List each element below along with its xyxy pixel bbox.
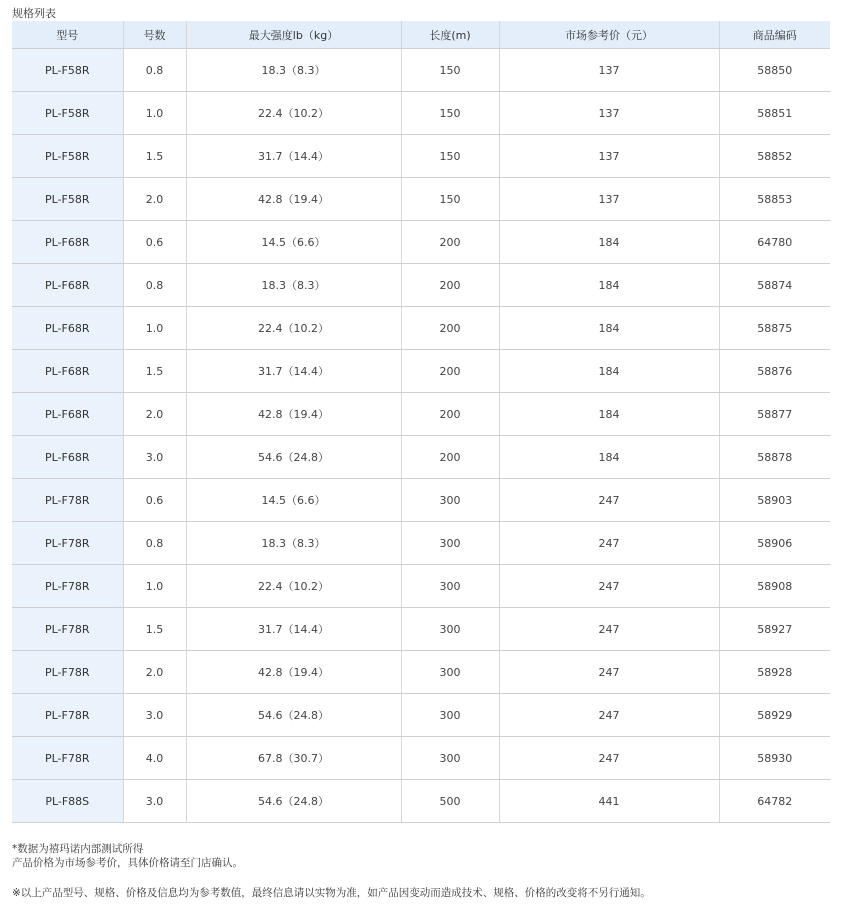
- header-model: 型号: [12, 21, 123, 49]
- cell-length: 500: [401, 780, 499, 823]
- table-row: [12, 522, 830, 565]
- section-title: 规格列表: [12, 7, 56, 20]
- cell-model: PL-F58R: [12, 135, 123, 178]
- cell-max-strength: 18.3（8.3）: [186, 264, 401, 307]
- cell-product-code: 58928: [719, 651, 830, 694]
- table-body: [12, 49, 830, 823]
- table-row: [12, 221, 830, 264]
- header-product-code: 商品编码: [719, 21, 830, 49]
- header-max-strength: 最大强度lb（kg）: [186, 21, 401, 49]
- table-row: [12, 479, 830, 522]
- cell-size: 1.0: [123, 307, 186, 350]
- cell-product-code: 58853: [719, 178, 830, 221]
- cell-length: 150: [401, 92, 499, 135]
- cell-model: PL-F78R: [12, 608, 123, 651]
- cell-size: 3.0: [123, 694, 186, 737]
- cell-price: 247: [499, 608, 719, 651]
- table-row: [12, 694, 830, 737]
- cell-length: 200: [401, 307, 499, 350]
- cell-price: 184: [499, 350, 719, 393]
- cell-product-code: 58878: [719, 436, 830, 479]
- cell-length: 300: [401, 737, 499, 780]
- cell-model: PL-F58R: [12, 92, 123, 135]
- cell-max-strength: 42.8（19.4）: [186, 393, 401, 436]
- footnotes: [12, 842, 651, 900]
- cell-max-strength: 42.8（19.4）: [186, 651, 401, 694]
- spec-section: [12, 6, 830, 823]
- cell-max-strength: 18.3（8.3）: [186, 49, 401, 92]
- cell-product-code: 58927: [719, 608, 830, 651]
- cell-size: 0.6: [123, 221, 186, 264]
- table-row: [12, 264, 830, 307]
- cell-product-code: 58903: [719, 479, 830, 522]
- cell-max-strength: 31.7（14.4）: [186, 135, 401, 178]
- table-row: [12, 307, 830, 350]
- cell-max-strength: 18.3（8.3）: [186, 522, 401, 565]
- table-row: [12, 780, 830, 823]
- cell-length: 200: [401, 350, 499, 393]
- cell-product-code: 58876: [719, 350, 830, 393]
- cell-model: PL-F78R: [12, 479, 123, 522]
- footnote-test-data: *数据为禧玛诺内部测试所得: [12, 843, 144, 855]
- cell-price: 184: [499, 393, 719, 436]
- cell-model: PL-F68R: [12, 221, 123, 264]
- cell-price: 184: [499, 221, 719, 264]
- cell-product-code: 58850: [719, 49, 830, 92]
- cell-price: 184: [499, 436, 719, 479]
- cell-size: 3.0: [123, 436, 186, 479]
- table-row: [12, 178, 830, 221]
- cell-product-code: 58906: [719, 522, 830, 565]
- header-length: 长度(m): [401, 21, 499, 49]
- table-row: [12, 350, 830, 393]
- cell-size: 2.0: [123, 178, 186, 221]
- cell-size: 0.8: [123, 522, 186, 565]
- cell-price: 184: [499, 264, 719, 307]
- table-row: [12, 737, 830, 780]
- cell-size: 2.0: [123, 393, 186, 436]
- header-size: 号数: [123, 21, 186, 49]
- table-row: [12, 651, 830, 694]
- cell-price: 441: [499, 780, 719, 823]
- cell-length: 150: [401, 49, 499, 92]
- cell-size: 0.8: [123, 49, 186, 92]
- cell-length: 300: [401, 522, 499, 565]
- cell-max-strength: 54.6（24.8）: [186, 780, 401, 823]
- table-row: [12, 608, 830, 651]
- cell-max-strength: 22.4（10.2）: [186, 565, 401, 608]
- cell-price: 137: [499, 92, 719, 135]
- table-row: [12, 92, 830, 135]
- cell-size: 2.0: [123, 651, 186, 694]
- cell-max-strength: 31.7（14.4）: [186, 608, 401, 651]
- cell-price: 184: [499, 307, 719, 350]
- cell-model: PL-F58R: [12, 178, 123, 221]
- cell-size: 0.6: [123, 479, 186, 522]
- cell-length: 300: [401, 651, 499, 694]
- table-row: [12, 49, 830, 92]
- cell-product-code: 58877: [719, 393, 830, 436]
- footnote-price: 产品价格为市场参考价，具体价格请至门店确认。: [12, 857, 243, 869]
- cell-price: 137: [499, 49, 719, 92]
- cell-size: 1.5: [123, 608, 186, 651]
- cell-length: 200: [401, 436, 499, 479]
- cell-max-strength: 14.5（6.6）: [186, 221, 401, 264]
- cell-model: PL-F68R: [12, 393, 123, 436]
- cell-max-strength: 14.5（6.6）: [186, 479, 401, 522]
- cell-model: PL-F58R: [12, 49, 123, 92]
- cell-size: 0.8: [123, 264, 186, 307]
- table-row: [12, 565, 830, 608]
- cell-max-strength: 54.6（24.8）: [186, 436, 401, 479]
- cell-size: 1.5: [123, 135, 186, 178]
- cell-product-code: 58930: [719, 737, 830, 780]
- cell-max-strength: 67.8（30.7）: [186, 737, 401, 780]
- cell-price: 247: [499, 479, 719, 522]
- cell-max-strength: 42.8（19.4）: [186, 178, 401, 221]
- cell-model: PL-F68R: [12, 436, 123, 479]
- cell-price: 247: [499, 651, 719, 694]
- table-row: [12, 393, 830, 436]
- cell-model: PL-F78R: [12, 737, 123, 780]
- cell-product-code: 58875: [719, 307, 830, 350]
- cell-max-strength: 54.6（24.8）: [186, 694, 401, 737]
- cell-model: PL-F78R: [12, 565, 123, 608]
- cell-size: 4.0: [123, 737, 186, 780]
- cell-product-code: 58851: [719, 92, 830, 135]
- table-row: [12, 436, 830, 479]
- cell-max-strength: 22.4（10.2）: [186, 92, 401, 135]
- cell-max-strength: 22.4（10.2）: [186, 307, 401, 350]
- cell-length: 300: [401, 694, 499, 737]
- cell-size: 3.0: [123, 780, 186, 823]
- header-price: 市场参考价（元）: [499, 21, 719, 49]
- cell-model: PL-F78R: [12, 694, 123, 737]
- cell-size: 1.0: [123, 565, 186, 608]
- cell-length: 200: [401, 393, 499, 436]
- table-row: [12, 135, 830, 178]
- cell-size: 1.5: [123, 350, 186, 393]
- cell-product-code: 64782: [719, 780, 830, 823]
- cell-price: 247: [499, 737, 719, 780]
- cell-model: PL-F68R: [12, 264, 123, 307]
- cell-length: 200: [401, 221, 499, 264]
- cell-length: 150: [401, 135, 499, 178]
- cell-product-code: 58908: [719, 565, 830, 608]
- cell-model: PL-F88S: [12, 780, 123, 823]
- cell-product-code: 58874: [719, 264, 830, 307]
- cell-size: 1.0: [123, 92, 186, 135]
- table-header-row: [12, 21, 830, 49]
- cell-product-code: 58852: [719, 135, 830, 178]
- spec-table: [12, 21, 830, 823]
- cell-max-strength: 31.7（14.4）: [186, 350, 401, 393]
- cell-length: 200: [401, 264, 499, 307]
- cell-price: 247: [499, 694, 719, 737]
- cell-length: 300: [401, 479, 499, 522]
- footnote-disclaimer: ※以上产品型号、规格、价格及信息均为参考数值，最终信息请以实物为准，如产品因变动而造成技术、规格、价格的改变将不另行通知。: [12, 887, 651, 899]
- cell-price: 137: [499, 135, 719, 178]
- cell-price: 137: [499, 178, 719, 221]
- cell-model: PL-F78R: [12, 522, 123, 565]
- cell-product-code: 64780: [719, 221, 830, 264]
- cell-model: PL-F68R: [12, 350, 123, 393]
- cell-model: PL-F78R: [12, 651, 123, 694]
- cell-model: PL-F68R: [12, 307, 123, 350]
- cell-price: 247: [499, 565, 719, 608]
- cell-product-code: 58929: [719, 694, 830, 737]
- cell-length: 150: [401, 178, 499, 221]
- cell-length: 300: [401, 608, 499, 651]
- cell-length: 300: [401, 565, 499, 608]
- cell-price: 247: [499, 522, 719, 565]
